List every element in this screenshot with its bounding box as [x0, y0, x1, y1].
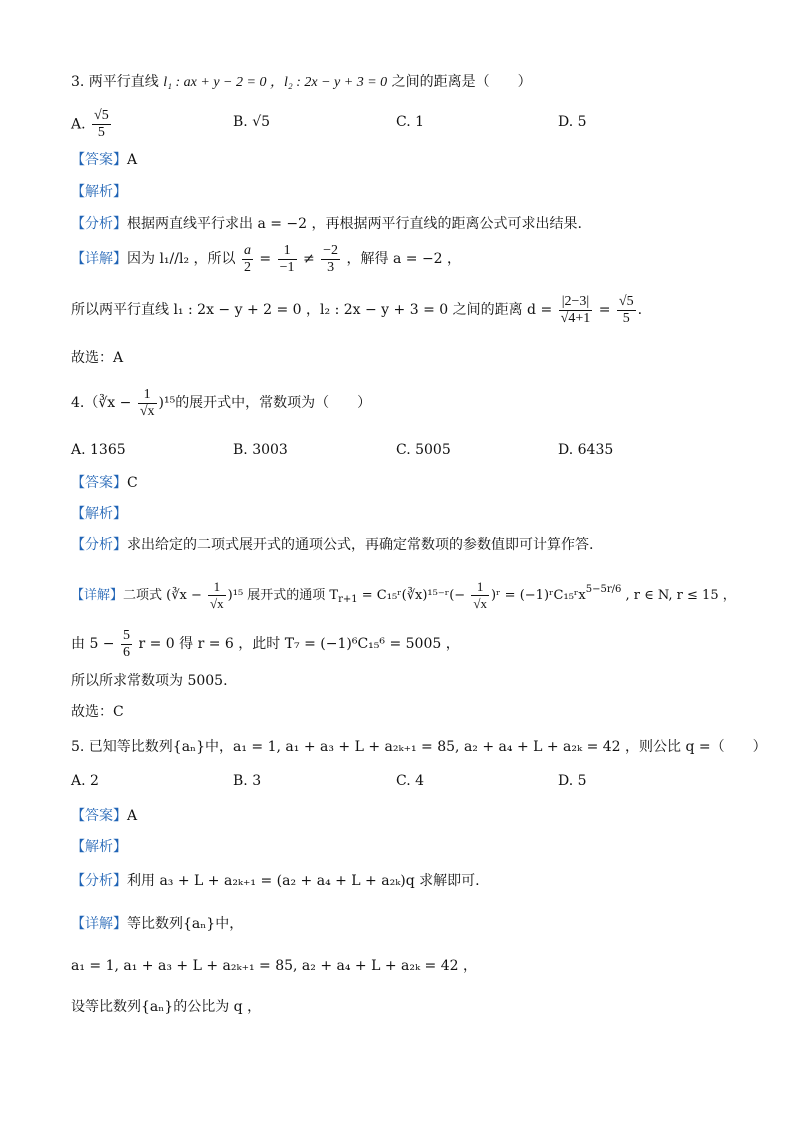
q3-frac-neg2-3	[321, 243, 340, 276]
q3-option-b: B. √5	[233, 114, 271, 130]
frac-numerator: 1	[138, 387, 157, 404]
frac-denominator: 3	[327, 259, 335, 275]
q3-xiangjie-prefix: 因为 l₁//l₂ ，所以	[127, 251, 236, 267]
q3-option-a	[71, 108, 113, 141]
frac-denominator: √x	[473, 596, 487, 611]
jiexi-tag: 【解析】	[71, 184, 127, 200]
jiexi-tag: 【解析】	[71, 506, 127, 522]
not-equal-sign: ≠	[302, 251, 315, 267]
frac-denominator: 5	[622, 310, 630, 326]
frac-numerator: a	[243, 242, 251, 258]
q3-fenxi-text: 根据两直线平行求出 a = −2 ，再根据两平行直线的距离公式可求出结果.	[127, 216, 582, 232]
frac-numerator: √5	[618, 293, 634, 309]
frac-numerator: −2	[323, 242, 339, 258]
q5-answer	[71, 806, 137, 826]
q5-option-c: C. 4	[396, 773, 425, 789]
fenxi-tag: 【分析】	[71, 873, 127, 889]
period: .	[637, 302, 643, 318]
equals-sign: =	[598, 302, 611, 318]
frac-denominator: −1	[279, 259, 295, 275]
q5-options	[71, 773, 751, 797]
q3-distance	[71, 292, 642, 328]
q4-jiexi	[71, 504, 127, 524]
q3-distance-frac1	[559, 294, 593, 327]
q3-xiangjie-suffix: ，解得 a = −2 ，	[346, 251, 462, 267]
frac-denominator: √4+1	[560, 310, 591, 326]
q5-jiexi	[71, 837, 127, 857]
q4-xiangjie-part-c: = C₁₅ʳ(∛x)¹⁵⁻ʳ(−	[357, 588, 466, 603]
frac-denominator: 2	[243, 259, 251, 275]
answer-tag: 【答案】	[71, 475, 127, 491]
q3-option-d: D. 5	[558, 114, 587, 130]
q5-stem: 5. 已知等比数列{aₙ}中，a₁ = 1, a₁ + a₃ + L + a₂ₖ₊₁ = 85, a₂ + a₄ + L + a₂ₖ = 42 ，则公比 q =（ ）	[71, 739, 767, 755]
frac-numerator: 1	[208, 579, 226, 596]
xiangjie-tag: 【详解】	[71, 916, 127, 932]
q5-fenxi	[71, 871, 480, 891]
q5-line3: 设等比数列{aₙ}的公比为 q ，	[71, 999, 262, 1015]
q4-options	[71, 442, 751, 466]
q3-frac-a2	[242, 243, 253, 276]
equals-sign: =	[259, 251, 272, 267]
q4-guxuan: 故选：C	[71, 704, 124, 720]
q4-result: 所以所求常数项为 5005.	[71, 673, 228, 689]
q4-option-c: C. 5005	[396, 442, 451, 458]
q5-answer-value: A	[127, 808, 138, 824]
q4-solve-part-a: 由 5 −	[71, 636, 115, 652]
q3-options	[71, 108, 751, 140]
q3-option-a-fraction	[92, 108, 111, 141]
q3-stem	[71, 72, 532, 93]
q4-option-b: B. 3003	[233, 442, 288, 458]
q3-option-c: C. 1	[396, 114, 425, 130]
q3-option-a-denominator: 5	[97, 125, 105, 140]
q5-option-b: B. 3	[233, 773, 262, 789]
q5-option-a: A. 2	[71, 773, 99, 789]
q3-stem-suffix: 之间的距离是（ ）	[391, 74, 532, 90]
q5-xiangjie-text: 等比数列{aₙ}中，	[127, 916, 244, 932]
q3-stem-equation: l₁ : ax + y − 2 = 0 ，l₂ : 2x − y + 3 = 0	[163, 75, 388, 90]
q4-stem-prefix: 4.（∛x −	[71, 395, 132, 411]
q4-solve-part-b: r = 0 得 r = 6 ，此时 T₇ = (−1)⁶C₁₅⁶ = 5005 ，	[138, 636, 460, 652]
q5-fenxi-text: 利用 a₃ + L + a₂ₖ₊₁ = (a₂ + a₄ + L + a₂ₖ)q 求解即可.	[127, 873, 480, 889]
answer-tag: 【答案】	[71, 152, 127, 168]
q4-option-a: A. 1365	[71, 442, 126, 458]
q3-distance-frac2	[617, 294, 636, 327]
q4-stem-frac	[138, 387, 157, 420]
answer-tag: 【答案】	[71, 808, 127, 824]
xiangjie-tag: 【详解】	[71, 251, 127, 267]
q3-fenxi	[71, 214, 582, 234]
q3-xiangjie	[71, 242, 461, 276]
q3-option-a-numerator: √5	[94, 108, 109, 123]
q4-stem	[71, 386, 371, 420]
q4-option-d: D. 6435	[558, 442, 614, 458]
q3-answer	[71, 150, 137, 170]
q4-answer-value: C	[127, 475, 138, 491]
q3-option-a-label: A.	[71, 116, 86, 133]
frac-numerator: 5	[123, 627, 130, 643]
q4-xiangjie	[71, 572, 736, 618]
frac-numerator: 1	[278, 243, 297, 260]
frac-denominator: 6	[123, 644, 130, 660]
q3-answer-value: A	[127, 152, 138, 168]
q3-distance-prefix: 所以两平行直线 l₁ : 2x − y + 2 = 0 ，l₂ : 2x − y + 3 = 0 之间的距离 d =	[71, 302, 553, 318]
q5-line2: a₁ = 1, a₁ + a₃ + L + a₂ₖ₊₁ = 85, a₂ + a₄ + L + a₂ₖ = 42 ，	[71, 958, 477, 974]
q4-xiangjie-part-d: )ʳ = (−1)ʳC₁₅ʳx	[490, 588, 586, 603]
fenxi-tag: 【分析】	[71, 216, 127, 232]
q4-stem-suffix: 的展开式中，常数项为（ ）	[175, 395, 372, 411]
frac-numerator: |2−3|	[559, 294, 593, 311]
q3-guxuan: 故选：A	[71, 350, 124, 366]
q4-solve-frac	[121, 628, 132, 661]
xiangjie-tag: 【详解】	[71, 588, 124, 603]
q4-xiangjie-frac2	[471, 579, 489, 612]
q4-term-exponent: 5−5r/6	[585, 584, 622, 595]
q5-option-d: D. 5	[558, 773, 587, 789]
q4-xiangjie-part-e: , r ∈ N, r ≤ 15 ，	[621, 588, 736, 603]
q4-solve	[71, 626, 460, 662]
q4-stem-exponent: )¹⁵	[158, 395, 176, 411]
q4-xiangjie-part-a: 二项式 (∛x −	[123, 588, 202, 603]
q4-xiangjie-frac1	[208, 579, 226, 612]
jiexi-tag: 【解析】	[71, 839, 127, 855]
q4-term-subscript: r+1	[338, 594, 358, 605]
frac-denominator: √x	[139, 403, 155, 419]
q4-answer	[71, 473, 138, 493]
q4-xiangjie-part-b: )¹⁵ 展开式的通项 T	[227, 588, 339, 603]
frac-numerator: 1	[471, 579, 489, 596]
q4-fenxi	[71, 535, 593, 555]
q3-frac-1-neg1	[278, 243, 297, 276]
q4-fenxi-text: 求出给定的二项式展开式的通项公式，再确定常数项的参数值即可计算作答.	[127, 537, 594, 553]
q5-xiangjie	[71, 914, 243, 934]
q3-jiexi	[71, 182, 127, 202]
fenxi-tag: 【分析】	[71, 537, 127, 553]
frac-denominator: √x	[210, 596, 224, 611]
q3-stem-prefix: 3. 两平行直线	[71, 74, 159, 90]
